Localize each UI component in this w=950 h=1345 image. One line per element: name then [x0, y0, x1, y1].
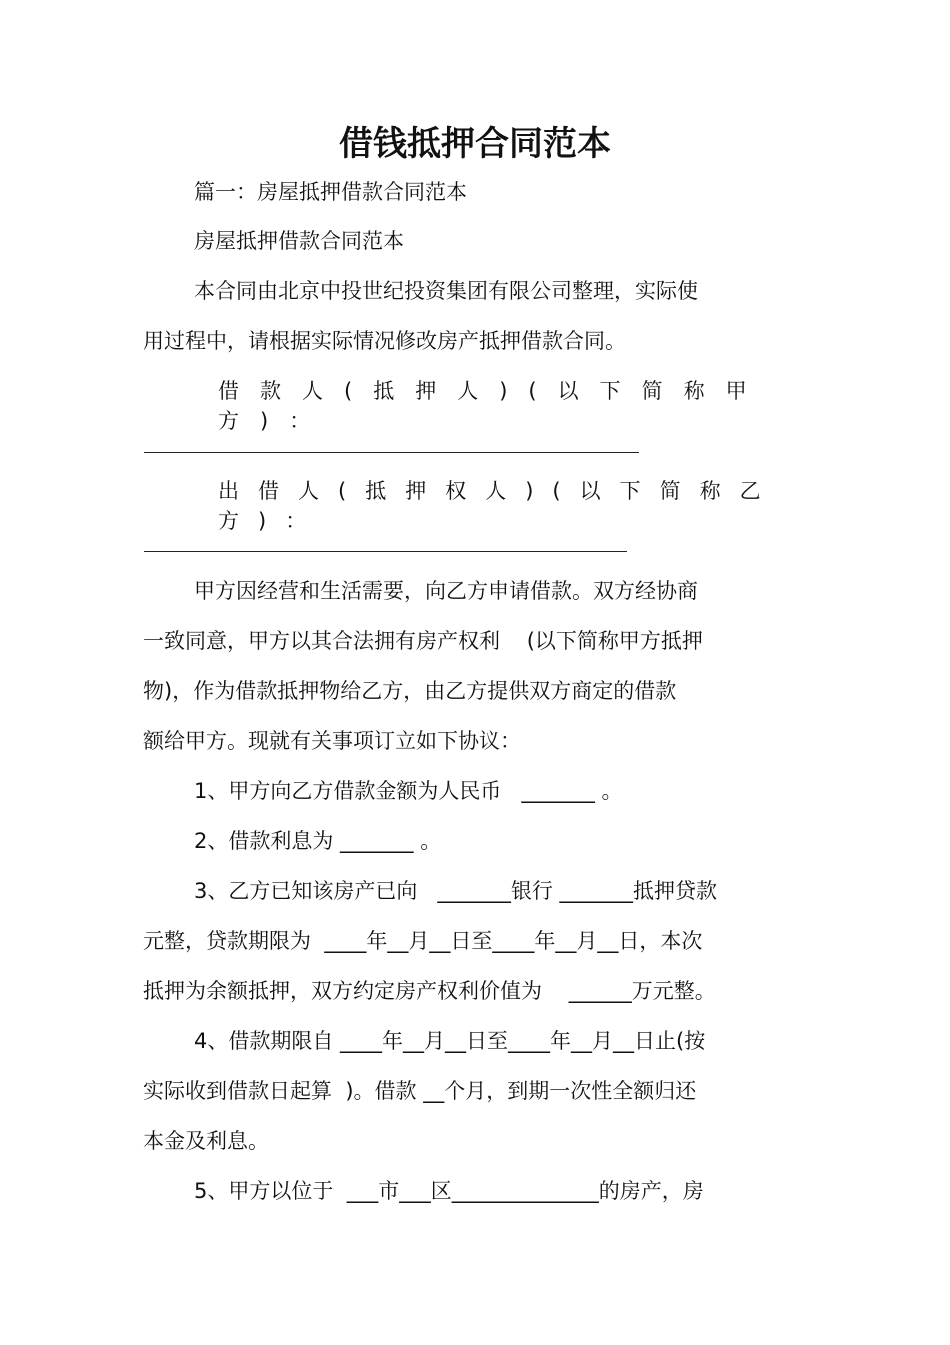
paragraph-line: 实际收到借款日起算 )。借款 __个月，到期一次性全额归还	[143, 1079, 697, 1103]
paragraph-line: 抵押为余额抵押，双方约定房产权利价值为 ______万元整。	[143, 979, 716, 1003]
section-heading: 篇一：房屋抵押借款合同范本	[194, 180, 467, 204]
document-title: 借钱抵押合同范本	[339, 124, 611, 164]
clause-2: 2、借款利息为 _______ 。	[194, 829, 442, 853]
borrower-line	[218, 376, 790, 433]
clause-3: 3、乙方已知该房产已向 _______银行 _______抵押贷款	[194, 879, 718, 903]
lender-label: 出借人(抵押权人)(以下简称乙方)：	[218, 479, 780, 533]
paragraph-line: 甲方因经营和生活需要，向乙方申请借款。双方经协商	[194, 579, 698, 603]
clause-4: 4、借款期限自 ____年__月__日至____年__月__日止(按	[194, 1029, 706, 1053]
contract-subtitle: 房屋抵押借款合同范本	[194, 229, 404, 253]
paragraph-line: 额给甲方。现就有关事项订立如下协议：	[143, 729, 521, 753]
paragraph-line: 一致同意，甲方以其合法拥有房产权利 (以下简称甲方抵押	[143, 629, 703, 653]
paragraph-line: 物)，作为借款抵押物给乙方，由乙方提供双方商定的借款	[143, 679, 677, 703]
borrower-label: 借款人(抵押人)(以下简称甲方)：	[218, 379, 768, 433]
paragraph-line: 本金及利息。	[143, 1129, 269, 1153]
borrower-blank-rule	[144, 452, 639, 453]
clause-5: 5、甲方以位于 ___市___区______________的房产，房	[194, 1179, 704, 1203]
paragraph-line: 用过程中，请根据实际情况修改房产抵押借款合同。	[143, 329, 626, 353]
lender-line	[218, 476, 790, 533]
clause-1: 1、甲方向乙方借款金额为人民币 _______ 。	[194, 779, 623, 803]
paragraph-line: 本合同由北京中投世纪投资集团有限公司整理，实际使	[194, 279, 698, 303]
paragraph-line: 元整，贷款期限为 ____年__月__日至____年__月__日，本次	[143, 929, 703, 953]
lender-blank-rule	[144, 551, 627, 552]
